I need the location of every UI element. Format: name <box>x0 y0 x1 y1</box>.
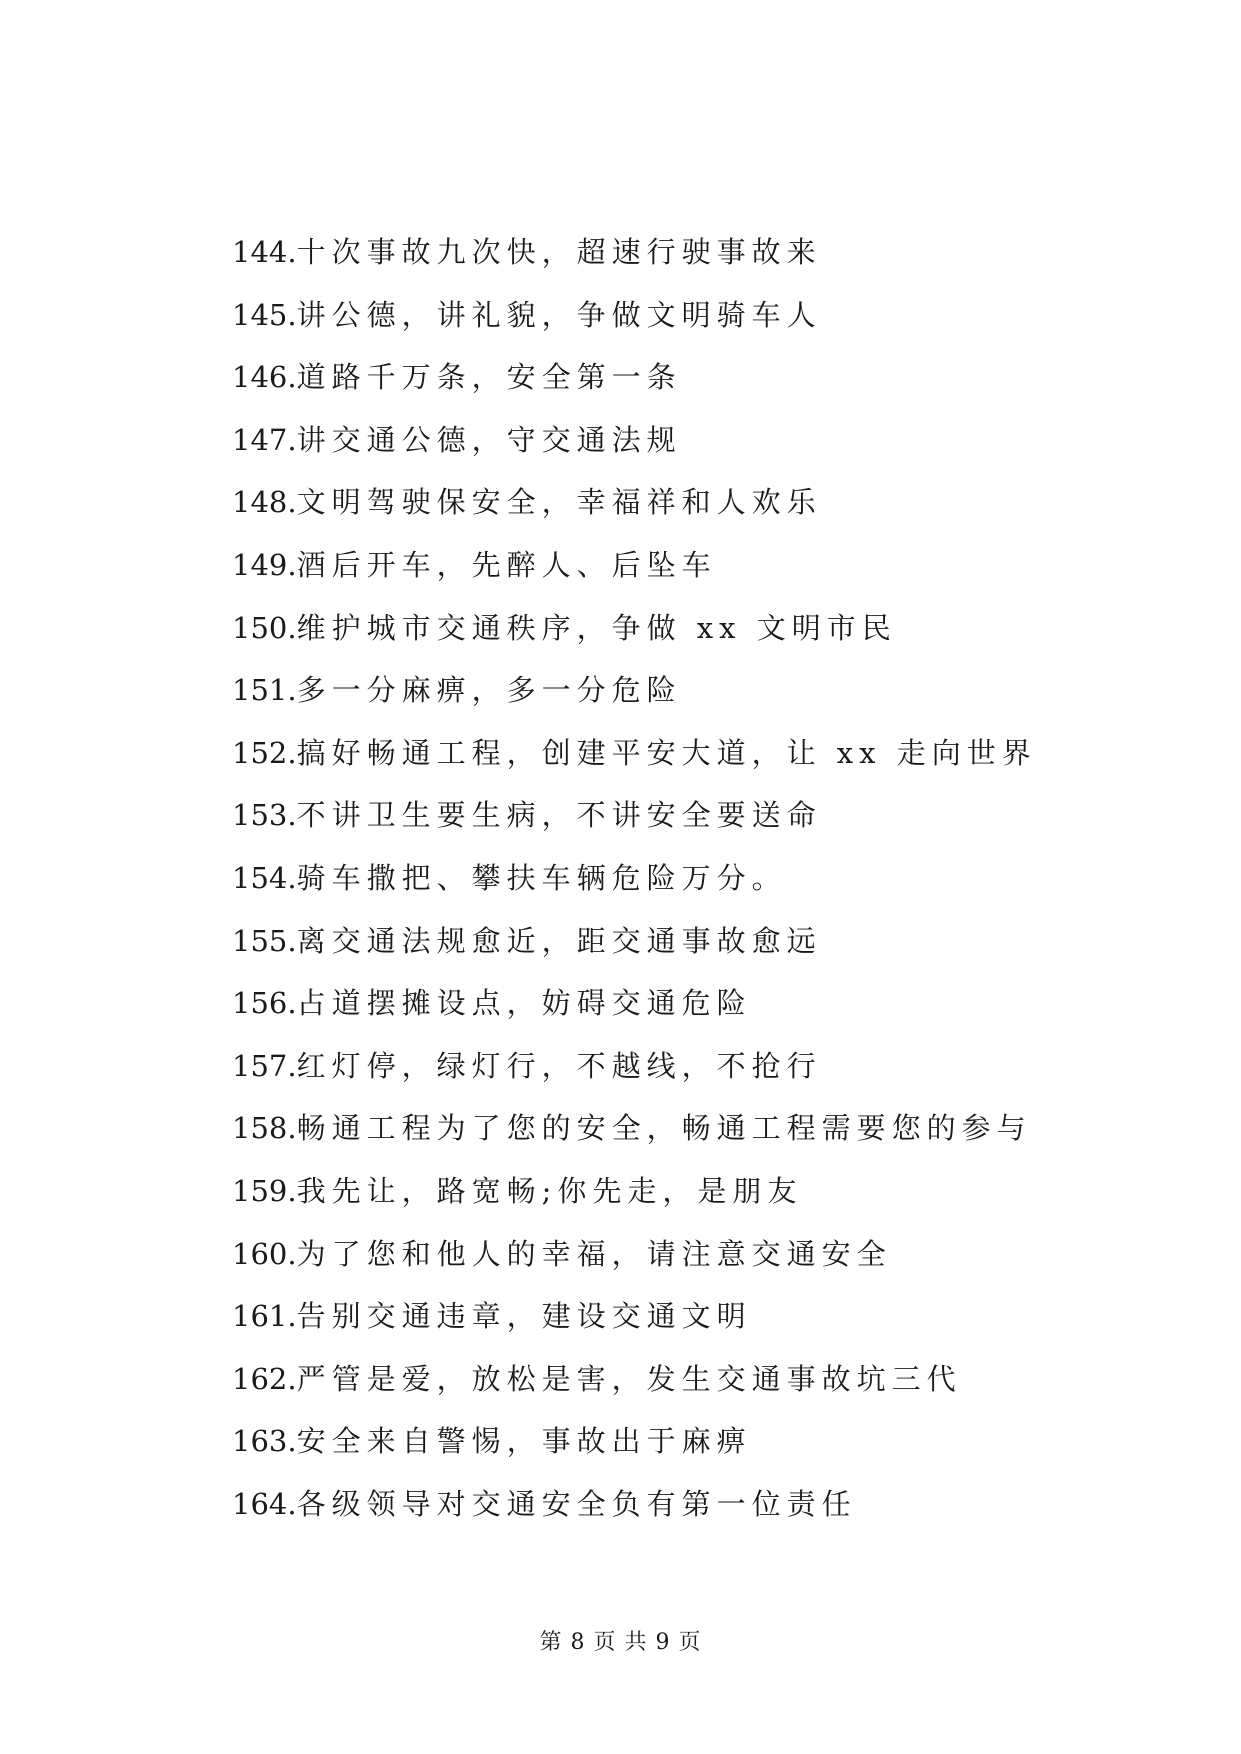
list-item <box>232 1359 1032 1422</box>
list-item <box>232 1108 1032 1171</box>
list-item <box>232 420 1032 483</box>
list-item <box>232 1421 1032 1484</box>
list-item <box>232 795 1032 858</box>
list-item <box>232 921 1032 984</box>
item-number: 153. <box>232 798 297 833</box>
list-item <box>232 1296 1032 1359</box>
item-number: 150. <box>232 610 297 645</box>
item-text: 酒后开车，先醉人、后坠车 <box>296 547 717 582</box>
slogan-list <box>232 232 1037 1546</box>
item-text: 讲公德，讲礼貌，争做文明骑车人 <box>296 297 822 332</box>
item-text: 畅通工程为了您的安全，畅通工程需要您的参与 <box>296 1111 1032 1146</box>
item-number: 157. <box>232 1048 297 1083</box>
list-item <box>232 983 1032 1046</box>
list-item <box>232 1171 1032 1234</box>
item-text: 各级领导对交通安全负有第一位责任 <box>296 1486 857 1521</box>
item-text: 告别交通违章，建设交通文明 <box>296 1299 752 1334</box>
item-number: 145. <box>232 297 297 332</box>
item-text: 搞好畅通工程，创建平安大道，让 xx 走向世界 <box>296 735 1037 770</box>
item-number: 158. <box>232 1111 297 1146</box>
list-item <box>232 357 1032 420</box>
item-number: 160. <box>232 1236 297 1271</box>
item-number: 151. <box>232 673 297 708</box>
item-text: 离交通法规愈近，距交通事故愈远 <box>296 923 822 958</box>
item-number: 159. <box>232 1173 297 1208</box>
item-text: 骑车撒把、攀扶车辆危险万分。 <box>296 860 787 895</box>
item-text: 我先让，路宽畅;你先走，是朋友 <box>296 1173 803 1208</box>
list-item <box>232 545 1032 608</box>
item-number: 154. <box>232 860 297 895</box>
item-text: 不讲卫生要生病，不讲安全要送命 <box>296 798 822 833</box>
item-number: 155. <box>232 923 297 958</box>
item-number: 148. <box>232 485 297 520</box>
list-item <box>232 608 1032 671</box>
item-text: 道路千万条，安全第一条 <box>296 360 682 395</box>
list-item <box>232 670 1032 733</box>
list-item <box>232 482 1032 545</box>
item-text: 为了您和他人的幸福，请注意交通安全 <box>296 1236 892 1271</box>
item-number: 156. <box>232 986 297 1021</box>
list-item <box>232 733 1037 796</box>
item-text: 安全来自警惕，事故出于麻痹 <box>296 1424 752 1459</box>
item-number: 163. <box>232 1424 297 1459</box>
item-text: 红灯停，绿灯行，不越线，不抢行 <box>296 1048 822 1083</box>
item-text: 严管是爱，放松是害，发生交通事故坑三代 <box>296 1361 962 1396</box>
list-item <box>232 295 1032 358</box>
item-text: 讲交通公德，守交通法规 <box>296 422 682 457</box>
item-text: 十次事故九次快，超速行驶事故来 <box>296 235 822 269</box>
list-item <box>232 1484 1032 1547</box>
item-number: 149. <box>232 547 297 582</box>
page-footer: 第 8 页 共 9 页 <box>539 1630 702 1655</box>
item-number: 147. <box>232 422 297 457</box>
item-text: 文明驾驶保安全，幸福祥和人欢乐 <box>296 485 822 520</box>
item-number: 161. <box>232 1299 297 1334</box>
item-number: 164. <box>232 1486 297 1521</box>
list-item <box>232 1234 1032 1297</box>
item-number: 144. <box>232 235 297 269</box>
item-text: 占道摆摊设点，妨碍交通危险 <box>296 986 752 1021</box>
item-number: 146. <box>232 360 297 395</box>
item-number: 162. <box>232 1361 297 1396</box>
item-number: 152. <box>232 735 297 770</box>
item-text: 多一分麻痹，多一分危险 <box>296 673 682 708</box>
list-item <box>232 232 1032 295</box>
list-item <box>232 858 1032 921</box>
list-item <box>232 1046 1032 1109</box>
item-text: 维护城市交通秩序，争做 xx 文明市民 <box>296 610 897 645</box>
